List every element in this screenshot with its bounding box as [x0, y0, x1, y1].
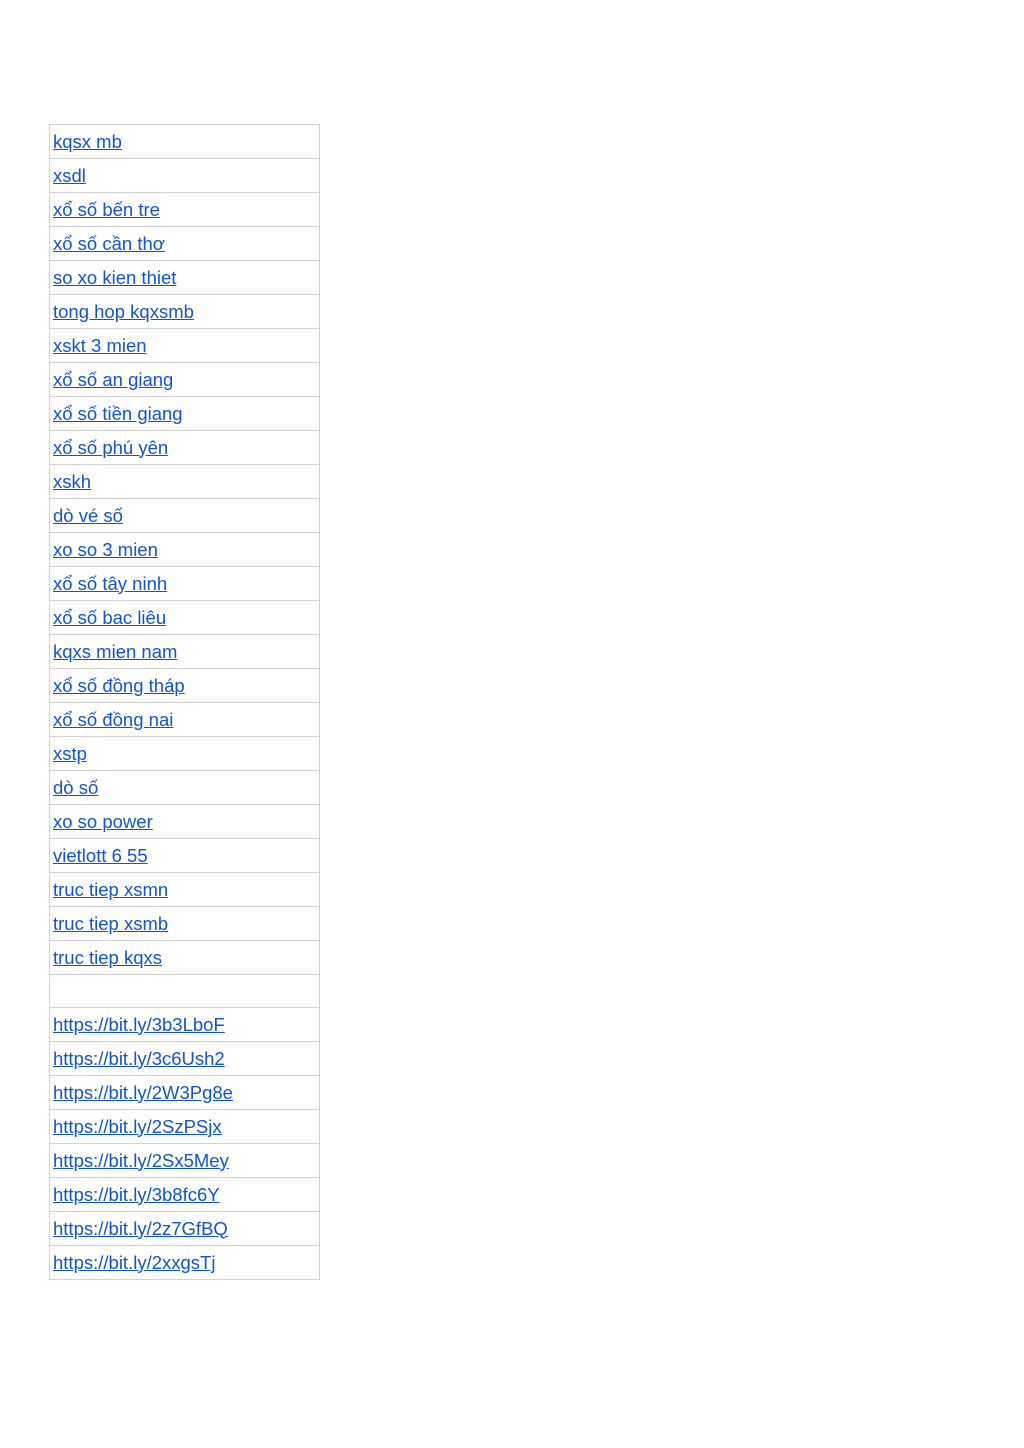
keyword-link[interactable]: xo so 3 mien	[53, 538, 158, 560]
table-cell	[50, 1076, 320, 1110]
table-row	[50, 669, 320, 703]
url-link[interactable]: https://bit.ly/3b8fc6Y	[53, 1183, 220, 1205]
table-cell	[50, 397, 320, 431]
table-cell	[50, 363, 320, 397]
keyword-link[interactable]: xổ số bac liêu	[53, 606, 167, 628]
table-cell	[50, 1042, 320, 1076]
table-cell	[50, 499, 320, 533]
table-cell	[50, 1008, 320, 1042]
table-row	[50, 431, 320, 465]
table-cell	[50, 1144, 320, 1178]
keyword-link[interactable]: xổ số tiền giang	[53, 402, 183, 424]
url-link[interactable]: https://bit.ly/2z7GfBQ	[53, 1217, 228, 1239]
keyword-link[interactable]: xổ số tây ninh	[53, 572, 168, 594]
table-row	[50, 1008, 320, 1042]
table-cell	[50, 125, 320, 159]
table-row	[50, 941, 320, 975]
table-cell	[50, 295, 320, 329]
table-row	[50, 1178, 320, 1212]
empty-table-cell	[50, 975, 320, 1008]
table-cell	[50, 839, 320, 873]
table-row	[50, 839, 320, 873]
table-row	[50, 1042, 320, 1076]
table-cell	[50, 1178, 320, 1212]
table-row	[50, 499, 320, 533]
keyword-link[interactable]: xổ số cần thơ	[53, 232, 165, 254]
keyword-link[interactable]: dò số	[53, 776, 99, 798]
url-link[interactable]: https://bit.ly/2Sx5Mey	[53, 1149, 229, 1171]
table-row	[50, 873, 320, 907]
keyword-link[interactable]: xstp	[53, 742, 87, 764]
table-row	[50, 159, 320, 193]
keyword-link[interactable]: truc tiep xsmn	[53, 878, 169, 900]
table-row	[50, 329, 320, 363]
table-cell	[50, 805, 320, 839]
table-row	[50, 703, 320, 737]
table-cell	[50, 669, 320, 703]
keyword-link[interactable]: dò vé số	[53, 504, 123, 526]
table-row	[50, 567, 320, 601]
table-row	[50, 805, 320, 839]
table-cell	[50, 533, 320, 567]
table-cell	[50, 601, 320, 635]
table-cell	[50, 431, 320, 465]
url-link[interactable]: https://bit.ly/2xxgsTj	[53, 1251, 216, 1273]
keyword-link[interactable]: kqsx mb	[53, 130, 122, 152]
table-cell	[50, 873, 320, 907]
keyword-link[interactable]: truc tiep kqxs	[53, 946, 162, 968]
keyword-link[interactable]: xổ số an giang	[53, 368, 174, 390]
table-row	[50, 601, 320, 635]
table-cell	[50, 1246, 320, 1280]
table-row	[50, 125, 320, 159]
table-cell	[50, 261, 320, 295]
table-row	[50, 261, 320, 295]
url-link[interactable]: https://bit.ly/2W3Pg8e	[53, 1081, 233, 1103]
table-row	[50, 397, 320, 431]
table-row	[50, 737, 320, 771]
table-cell	[50, 329, 320, 363]
keyword-link[interactable]: tong hop kqxsmb	[53, 300, 194, 322]
table-cell	[50, 737, 320, 771]
table-row	[50, 227, 320, 261]
table-cell	[50, 159, 320, 193]
table-cell	[50, 193, 320, 227]
keyword-link[interactable]: xo so power	[53, 810, 153, 832]
table-row	[50, 295, 320, 329]
keyword-link[interactable]: truc tiep xsmb	[53, 912, 169, 934]
table-cell	[50, 907, 320, 941]
table-cell	[50, 941, 320, 975]
keyword-link[interactable]: xổ số đồng nai	[53, 708, 174, 730]
keyword-link[interactable]: vietlott 6 55	[53, 844, 148, 866]
table-cell	[50, 771, 320, 805]
links-table	[49, 124, 320, 1280]
table-row	[50, 771, 320, 805]
url-link[interactable]: https://bit.ly/2SzPSjx	[53, 1115, 222, 1137]
keyword-link[interactable]: so xo kien thiet	[53, 266, 177, 288]
keyword-link[interactable]: kqxs mien nam	[53, 640, 178, 662]
keyword-link[interactable]: xskt 3 mien	[53, 334, 147, 356]
keyword-link[interactable]: xổ số phú yên	[53, 436, 169, 458]
table-cell	[50, 703, 320, 737]
table-cell	[50, 567, 320, 601]
table-row	[50, 907, 320, 941]
table-row	[50, 533, 320, 567]
table-row	[50, 193, 320, 227]
url-link[interactable]: https://bit.ly/3c6Ush2	[53, 1047, 225, 1069]
keyword-link[interactable]: xổ số đồng tháp	[53, 674, 185, 696]
url-link[interactable]: https://bit.ly/3b3LboF	[53, 1013, 225, 1035]
table-cell	[50, 635, 320, 669]
empty-table-row	[50, 975, 320, 1008]
table-row	[50, 1110, 320, 1144]
table-row	[50, 465, 320, 499]
keyword-link[interactable]: xổ số bến tre	[53, 198, 160, 220]
keyword-link[interactable]: xsdl	[53, 164, 86, 186]
table-row	[50, 363, 320, 397]
table-cell	[50, 1110, 320, 1144]
keyword-link[interactable]: xskh	[53, 470, 92, 492]
table-row	[50, 1144, 320, 1178]
links-table-body	[50, 125, 320, 1280]
table-row	[50, 1076, 320, 1110]
table-cell	[50, 465, 320, 499]
table-row	[50, 1212, 320, 1246]
table-row	[50, 635, 320, 669]
table-cell	[50, 1212, 320, 1246]
table-cell	[50, 227, 320, 261]
table-row	[50, 1246, 320, 1280]
